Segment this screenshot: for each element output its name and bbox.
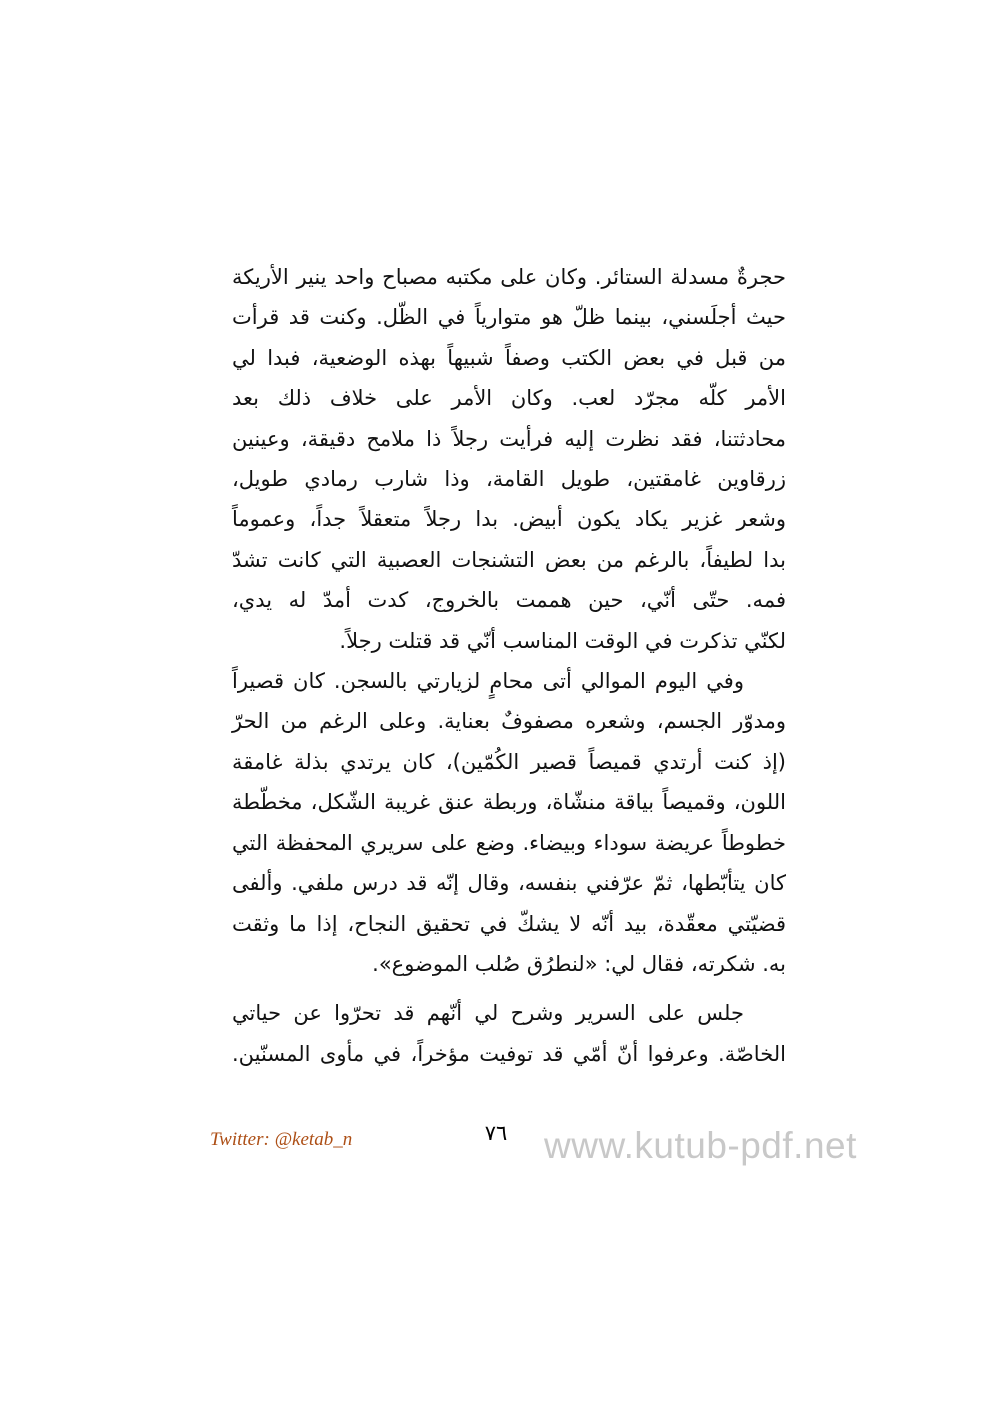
text-line: الأمر كلّه مجرّد لعب. وكان الأمر على خلاف ذلك بعد (232, 386, 786, 411)
paragraph (232, 993, 786, 1074)
text-line: به. شكرته، فقال لي: «لنطرُق صُلب الموضوع». (372, 951, 786, 976)
text-line: محادثتنا، فقد نظرت إليه فرأيت رجلاً ذا ملامح دقيقة، وعينين (232, 426, 786, 451)
text-line: من قبل في بعض الكتب وصفاً شبيهاً بهذه الوضعية، فبدا لي (232, 345, 786, 370)
text-line: ومدوّر الجسم، وشعره مصفوفٌ بعناية. وعلى الرغم من الحرّ (232, 709, 786, 734)
paragraph (232, 661, 786, 984)
text-line: الخاصّة. وعرفوا أنّ أمّي قد توفيت مؤخراً، في مأوى المسنّين. (232, 1041, 786, 1066)
text-line: وشعر غزير يكاد يكون أبيض. بدا رجلاً متعقلاً جداً، وعموماً (232, 507, 786, 532)
page-number: ٧٦ (484, 1121, 508, 1145)
text-line: لكنّي تذكرت في الوقت المناسب أنّي قد قتلت رجلاً. (339, 628, 786, 653)
text-line: حجرةٌ مسدلة الستائر. وكان على مكتبه مصباح واحد ينير الأريكة (232, 265, 786, 289)
text-line: كان يتأبّطها، ثمّ عرّفني بنفسه، وقال إنّه قد درس ملفي. وألفى (232, 871, 786, 896)
text-block (232, 257, 786, 1074)
text-line: اللون، وقميصاً بياقة منشّاة، وربطة عنق غريبة الشّكل، مخطّطة (232, 790, 786, 815)
text-line: زرقاوين غامقتين، طويل القامة، وذا شارب رمادي طويل، (232, 467, 786, 492)
text-line: (إذ كنت أرتدي قميصاً قصير الكُمّين)، كان يرتدي بذلة غامقة (232, 749, 786, 774)
twitter-credit: Twitter: @ketab_n (210, 1129, 353, 1150)
text-line: حيث أجلَسني، بينما ظلّ هو متوارياً في الظّل. وكنت قد قرأت (232, 305, 786, 330)
text-line: خطوطاً عريضة سوداء وبيضاء. وضع على سريري المحفظة التي (232, 830, 786, 855)
text-line: جلس على السرير وشرح لي أنّهم قد تحرّوا عن حياتي (232, 1001, 744, 1026)
paragraph (232, 257, 786, 661)
text-line: بدا لطيفاً، بالرغم من بعض التشنجات العصبية التي كانت تشدّ (232, 547, 786, 572)
text-line: وفي اليوم الموالي أتى محامٍ لزيارتي بالسجن. كان قصيراً (232, 669, 744, 694)
watermark: www.kutub-pdf.net (544, 1125, 857, 1166)
text-line: فمه. حتّى أنّي، حين هممت بالخروج، كدت أمدّ له يدي، (232, 588, 786, 613)
text-line: قضيّتي معقّدة، بيد أنّه لا يشكّ في تحقيق النجاح، إذا ما وثقت (232, 911, 786, 936)
